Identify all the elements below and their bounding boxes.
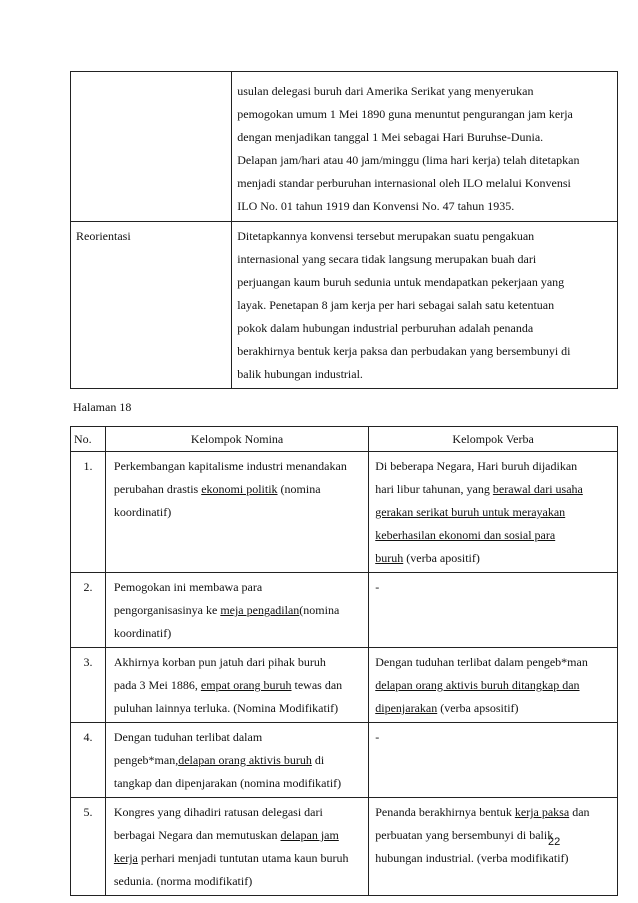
nomina-cell [105, 452, 368, 573]
text-segment: Kongres yang dihadiri ratusan delegasi dari [113, 805, 323, 819]
row-number: 4. [83, 730, 93, 744]
text-line: pokok dalam hubungan industrial perburuhan adalah penanda [237, 321, 534, 335]
underlined-phrase: kerja [113, 851, 138, 865]
text-line [369, 576, 617, 599]
header-nomina: Kelompok Nomina [105, 427, 368, 452]
row-number: 2. [83, 580, 93, 594]
underlined-phrase: dipenjarakan [375, 701, 438, 715]
text-line [106, 674, 368, 697]
text-line [106, 824, 368, 847]
text-segment: hubungan industrial. (verba modifikatif) [375, 851, 569, 865]
text-line [369, 547, 617, 570]
text-segment: perbuatan yang bersembunyi di balik [375, 828, 554, 842]
text-line: Ditetapkannya konvensi tersebut merupakan suatu pengakuan [237, 229, 535, 243]
table-row [71, 648, 618, 723]
text-line [369, 824, 617, 847]
row-number-cell [71, 798, 106, 896]
underlined-phrase: empat orang buruh [200, 678, 292, 692]
text-segment: perhari menjadi tuntutan utama kaun buruh [137, 851, 349, 865]
underlined-phrase: ekonomi politik [201, 482, 278, 496]
text-line: Delapan jam/hari atau 40 jam/minggu (lima hari kerja) telah ditetapkan [237, 153, 580, 167]
text-segment: (verba apsositif) [437, 701, 519, 715]
table-row [71, 723, 618, 798]
text-line [106, 455, 368, 478]
row-number-cell [71, 723, 106, 798]
text-segment: (verba apositif) [403, 551, 480, 565]
row-number-cell [71, 648, 106, 723]
nomina-cell [105, 573, 368, 648]
text-segment: tewas dan [291, 678, 343, 692]
text-segment: berbagai Negara dan memutuskan [113, 828, 281, 842]
verba-cell [369, 648, 618, 723]
text-line: pemogokan umum 1 Mei 1890 guna menuntut pengurangan jam kerja [237, 107, 573, 121]
text-segment: pengorganisasinya ke [113, 603, 221, 617]
underlined-phrase: delapan jam [280, 828, 339, 842]
table-row [71, 452, 618, 573]
page-number: 22 [548, 836, 561, 848]
text-line [106, 622, 368, 645]
nomina-cell [105, 648, 368, 723]
underlined-phrase: buruh [375, 551, 404, 565]
text-segment: (nomina [299, 603, 340, 617]
verba-cell [369, 573, 618, 648]
cell-text [232, 225, 617, 386]
text-segment: Akhirnya korban pun jatuh dari pihak buruh [113, 655, 326, 669]
cell-text [232, 80, 617, 218]
text-line [106, 749, 368, 772]
text-segment: Perkembangan kapitalisme industri menandakan [113, 459, 347, 473]
text-segment: Dengan tuduhan terlibat dalam pengeb*man [375, 655, 588, 669]
verba-cell [369, 452, 618, 573]
text-line: perjuangan kaum buruh sedunia untuk mendapatkan pekerjaan yang [237, 275, 565, 289]
continuation-table [70, 71, 618, 389]
text-segment: koordinatif) [113, 505, 172, 519]
text-segment: Dengan tuduhan terlibat dalam [113, 730, 263, 744]
underlined-phrase: kerja paksa [514, 805, 570, 819]
text-line [106, 576, 368, 599]
underlined-phrase: berawal dari usaha [492, 482, 583, 496]
table-row [71, 222, 618, 389]
row-number: 5. [83, 805, 93, 819]
text-line [106, 697, 368, 720]
text-segment: - [375, 730, 380, 744]
text-line [369, 674, 617, 697]
row-label: Reorientasi [76, 229, 131, 243]
text-line [369, 455, 617, 478]
text-segment: di [311, 753, 325, 767]
text-segment: puluhan lainnya terluka. (Nomina Modifikatif) [113, 701, 339, 715]
underlined-phrase: delapan orang aktivis buruh [178, 753, 312, 767]
text-segment: (nomina [277, 482, 321, 496]
text-line [106, 651, 368, 674]
underlined-phrase: keberhasilan ekonomi dan sosial para [375, 528, 556, 542]
table-header-row [71, 427, 618, 452]
row-number-cell [71, 452, 106, 573]
text-line [369, 697, 617, 720]
text-segment: pengeb*man, [113, 753, 179, 767]
text-line: internasional yang secara tidak langsung merupakan buah dari [237, 252, 537, 266]
text-line [106, 478, 368, 501]
text-segment: hari libur tahunan, yang [375, 482, 493, 496]
text-segment: dan [569, 805, 590, 819]
text-line: balik hubungan industrial. [237, 367, 363, 381]
table-cell [71, 222, 232, 389]
text-line [369, 524, 617, 547]
page-reference-heading: Halaman 18 [73, 400, 132, 414]
table-row [71, 573, 618, 648]
text-line: berakhirnya bentuk kerja paksa dan perbudakan yang bersembunyi di [237, 344, 571, 358]
text-line [106, 501, 368, 524]
text-line [106, 726, 368, 749]
nomina-cell [105, 723, 368, 798]
text-line: layak. Penetapan 8 jam kerja per hari sebagai salah satu ketentuan [237, 298, 555, 312]
text-segment: tangkap dan dipenjarakan (nomina modifikatif) [113, 776, 342, 790]
word-group-table [70, 426, 618, 896]
table-row [71, 72, 618, 222]
text-segment: Di beberapa Negara, Hari buruh dijadikan [375, 459, 578, 473]
row-number-cell [71, 573, 106, 648]
table-row [71, 798, 618, 896]
table-cell [71, 72, 232, 222]
table-cell [232, 222, 618, 389]
text-segment: Penanda berakhirnya bentuk [375, 805, 515, 819]
text-segment: sedunia. (norma modifikatif) [113, 874, 253, 888]
underlined-phrase: gerakan serikat buruh untuk merayakan [375, 505, 566, 519]
text-line [106, 772, 368, 795]
text-line [369, 651, 617, 674]
text-line: usulan delegasi buruh dari Amerika Serikat yang menyerukan [237, 84, 534, 98]
underlined-phrase: delapan orang aktivis buruh ditangkap dan [375, 678, 580, 692]
text-line [369, 847, 617, 870]
underlined-phrase: meja pengadilan [220, 603, 300, 617]
text-line: ILO No. 01 tahun 1919 dan Konvensi No. 47 tahun 1935. [237, 199, 515, 213]
verba-cell [369, 723, 618, 798]
text-line: menjadi standar perburuhan internasional oleh ILO melalui Konvensi [237, 176, 571, 190]
header-no: No. [71, 427, 106, 452]
verba-cell [369, 798, 618, 896]
text-line [106, 870, 368, 893]
text-segment: Pemogokan ini membawa para [113, 580, 263, 594]
text-line [369, 801, 617, 824]
text-line [106, 847, 368, 870]
nomina-cell [105, 798, 368, 896]
text-line: dengan menjadikan tanggal 1 Mei sebagai Hari Buruhse-Dunia. [237, 130, 544, 144]
text-line [106, 801, 368, 824]
text-segment: pada 3 Mei 1886, [113, 678, 201, 692]
table-body [71, 452, 618, 896]
row-number: 1. [83, 459, 93, 473]
header-verba: Kelompok Verba [369, 427, 618, 452]
text-line [369, 726, 617, 749]
text-line [369, 501, 617, 524]
text-segment: koordinatif) [113, 626, 172, 640]
row-number: 3. [83, 655, 93, 669]
text-line [369, 478, 617, 501]
table-cell [232, 72, 618, 222]
text-segment: - [375, 580, 380, 594]
text-segment: perubahan drastis [113, 482, 202, 496]
text-line [106, 599, 368, 622]
